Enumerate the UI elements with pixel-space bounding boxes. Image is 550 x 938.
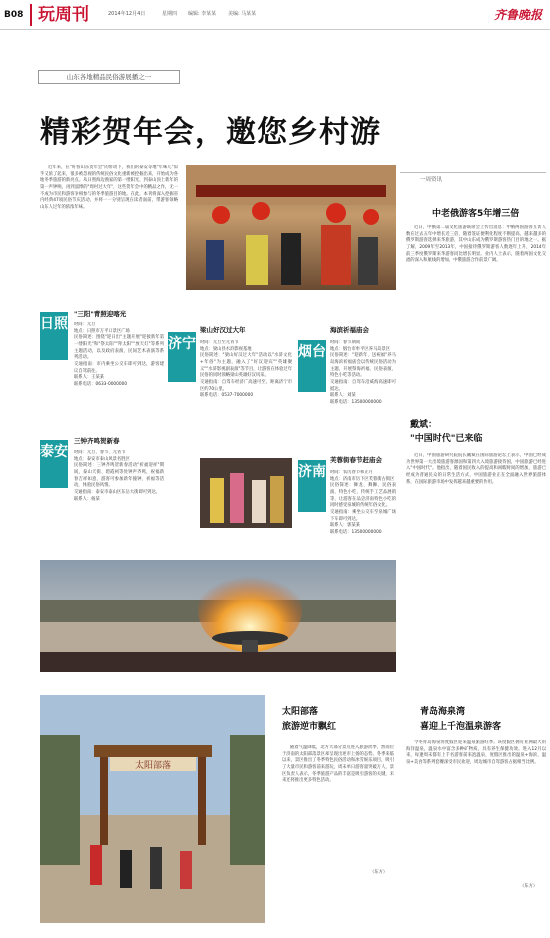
- event-title-jinan: 芙蓉街春节赶庙会: [330, 456, 382, 464]
- city-label-jinan: 济南: [298, 460, 326, 512]
- gate-sign-text: 太阳部落: [134, 761, 172, 771]
- bottom-body: 随着气温降低，北方大部分景点进入旅游淡季，然而位于济南的太阳部落景区却呈现出逆市上扬的态势。冬季来临以来，景区推出了冬季特色民俗活动和冰雪娱乐项目，吸引了大量市民和游客前来游玩，周末单日游客量突破万人，景区负责人表示，冬季旅游产品的丰富是吸引游客的关键，未来还将推出更多特色活动。: [282, 745, 394, 784]
- city-label-taian: 泰安: [40, 440, 68, 488]
- event-title-taian: 三钟齐鸣贺新春: [74, 437, 120, 445]
- event-body-taian: 时间：元旦、春节、元宵节 地点：泰安市泰山风景名胜区 民俗简述：三钟齐鸣贺新春活动"祈福迎祥"期间，泰山天街、碧霞祠等处钟声齐鸣，祝福新春吉祥如意，游客可参加新年撞钟、祈福等活动，体验民俗风情。 交通指南：泰安市泰山区东岳大街即可到达。 联系人：杨某: [74, 450, 164, 502]
- sidebar-label-row: [400, 172, 546, 173]
- city-label-jining: 济宁: [168, 332, 196, 382]
- lantern-festival-photo: [186, 165, 396, 290]
- sidebar-label: 一周资讯: [420, 177, 443, 183]
- main-title: 精彩贺年会，邀您乡村游: [40, 115, 381, 150]
- page-number: B08: [4, 10, 24, 20]
- editor-credit: 编辑: 李某某: [188, 11, 217, 17]
- issue-date: 2014年12月4日: [108, 11, 146, 17]
- sidebar-headline-2: 戴斌： "中国时代"已来临: [410, 420, 483, 444]
- sun-tribe-gate-illustration: [40, 695, 265, 923]
- event-body-jining: 时间：元旦至元宵节 地点：梁山县水浒影视基地 民俗简述："梁山好汉过大年"活动以"水浒文化+年俗"为主题，融入了"好汉迎宾""英雄聚义""水浒影视剧表演"等节目，让游客在体验过年民俗的同时领略梁山英雄好汉风采。 交通指南：自驾车经济广高速可至，距离济宁市区约70公里。 联系电话：0537-7000000: [200, 340, 292, 399]
- sun-tribe-gate-photo: [40, 695, 265, 923]
- sidebar-body-3: 今冬青岛海泉湾度假区迎来温泉旅游旺季。该度假区拥有亚洲最大的海洋温泉，温泉水中富含多种矿物质，具有养生保健功效。进入12月以来，每逢周末都有上千名游客前来泡温泉，度假区推出的温泉+海滨、温泉+美食等系列套餐深受市民欢迎，周边城市自驾游客占据相当比例。: [406, 740, 546, 765]
- city-label-yantai: 烟台: [298, 340, 326, 392]
- bottom-source: （东方）: [370, 870, 388, 875]
- event-title-jining: 梁山好汉过大年: [200, 326, 246, 334]
- sidebar-headline-1: 中老俄游客5年增三倍: [432, 209, 520, 219]
- folk-dance-illustration: [200, 458, 292, 528]
- event-body-rizhao: 时间：元旦 地点：日照市万平口景区广场 民俗简述：围绕"迎日出"主题开展"迎接新年第一缕阳光"和"祭太阳""拜太阳""放天灯"等系列主题活动，以及政府表演、民间艺术表演等系列活动。 交通指南：市内乘坐公交车即可到达，游客建议自驾前往。 联系人：王某某 联系电话：0633-0000000: [74, 322, 164, 387]
- issue-weekday: 星期四: [162, 11, 178, 17]
- lantern-festival-illustration: [186, 165, 396, 290]
- bonfire-illustration: [40, 560, 396, 672]
- bottom-headline: 太阳部落 旅游逆市飘红: [282, 707, 337, 732]
- sidebar-body-1: 近日，中俄第二届文化旅游联席会上传出消息：中俄两国游客互访人数在过去五年中增长近三倍，随着签证便利化程度不断提高，越来越多的俄罗斯游客选择来华旅游，其中山东成为俄罗斯游客热门目的地之一。据了解，2009年至2013年，中国接待俄罗斯游客人数逐年上升，2014年前三季度俄罗斯来华游客同比增长明显。业内人士表示，随着两国文化交流的深入和航线的增加，中俄旅游合作前景广阔。: [406, 225, 546, 264]
- sidebar-headline-3: 青岛海泉湾 喜迎上千泡温泉游客: [420, 707, 502, 732]
- sidebar-source-3: （东方）: [520, 884, 538, 889]
- designer-credit: 美编: 马某某: [228, 11, 257, 17]
- event-title-yantai: 海滨祈福庙会: [330, 326, 369, 334]
- event-body-jinan: 时间：农历春节和正月 地点：济南市历下区芙蓉街古街区 民俗简述：舞龙、舞狮、民俗表演、特色小吃、传统手工艺品展销等，让游客在品尝济南特色小吃的同时感受泉城的传统年俗文化。 交通指南：乘坐公交车至泉城广场下车即可到达。 联系人：郭某某 联系电话：13500000000: [330, 470, 396, 535]
- city-label-rizhao: 日照: [40, 312, 68, 360]
- intro-paragraph: 近年来，在"好客山东贺年会"的带动下，我们的泰安等地"年味儿"似乎又浓了起来，很多被忽视的传统民俗文化重新被挖掘出来，开始成为各地冬季旅游的新亮点。从日照海边渔家的第一缕阳光，到泰山顶上新年的第一声钟响，再到淄博的"周村过大年"，这些贺年会中的精品之作，无一不成为市民和游客争相参与的冬季旅游目的地。在此，本刊将深入挖掘省内经典47项民俗节庆活动，并将一一分别呈现在读者面前，带游客领略山东人过年的浓浓年味。: [40, 165, 178, 210]
- folk-dance-photo: [200, 458, 292, 528]
- event-body-yantai: 时间：春节期间 地点：烟台市牟平区养马岛景区 民俗简述："迎新年、送祝福"养马岛海滨祈福庙会以传统民俗活动为主题，开展祭海祈福、民俗表演、特色小吃等活动。 交通指南：自驾车沿威海高速即可抵达。 联系人：刘某 联系电话：13500000000: [330, 340, 396, 405]
- sidebar-body-2: 近日，中国旅游研究院院长戴斌在国际旅游论坛上表示，中国已经成为世界第一大出境旅游客源国和第四大入境旅游接待国，中国旅游已经进入"中国时代"。他指出，随着国民收入的提高和闲暇时间的增加，旅游已经成为普通民众的日常生活方式，中国旅游业正在全面融入世界旅游体系，在国际旅游市场中发挥越来越重要的作用。: [406, 453, 546, 485]
- bonfire-square-photo: [40, 560, 396, 672]
- section-title: 玩周刊: [30, 4, 102, 26]
- newspaper-logo: 齐鲁晚报: [493, 8, 542, 22]
- event-title-rizhao: "三阳"青照迎喀光: [74, 310, 127, 318]
- series-tag: 山东各地精品民俗游展播之一: [38, 70, 180, 84]
